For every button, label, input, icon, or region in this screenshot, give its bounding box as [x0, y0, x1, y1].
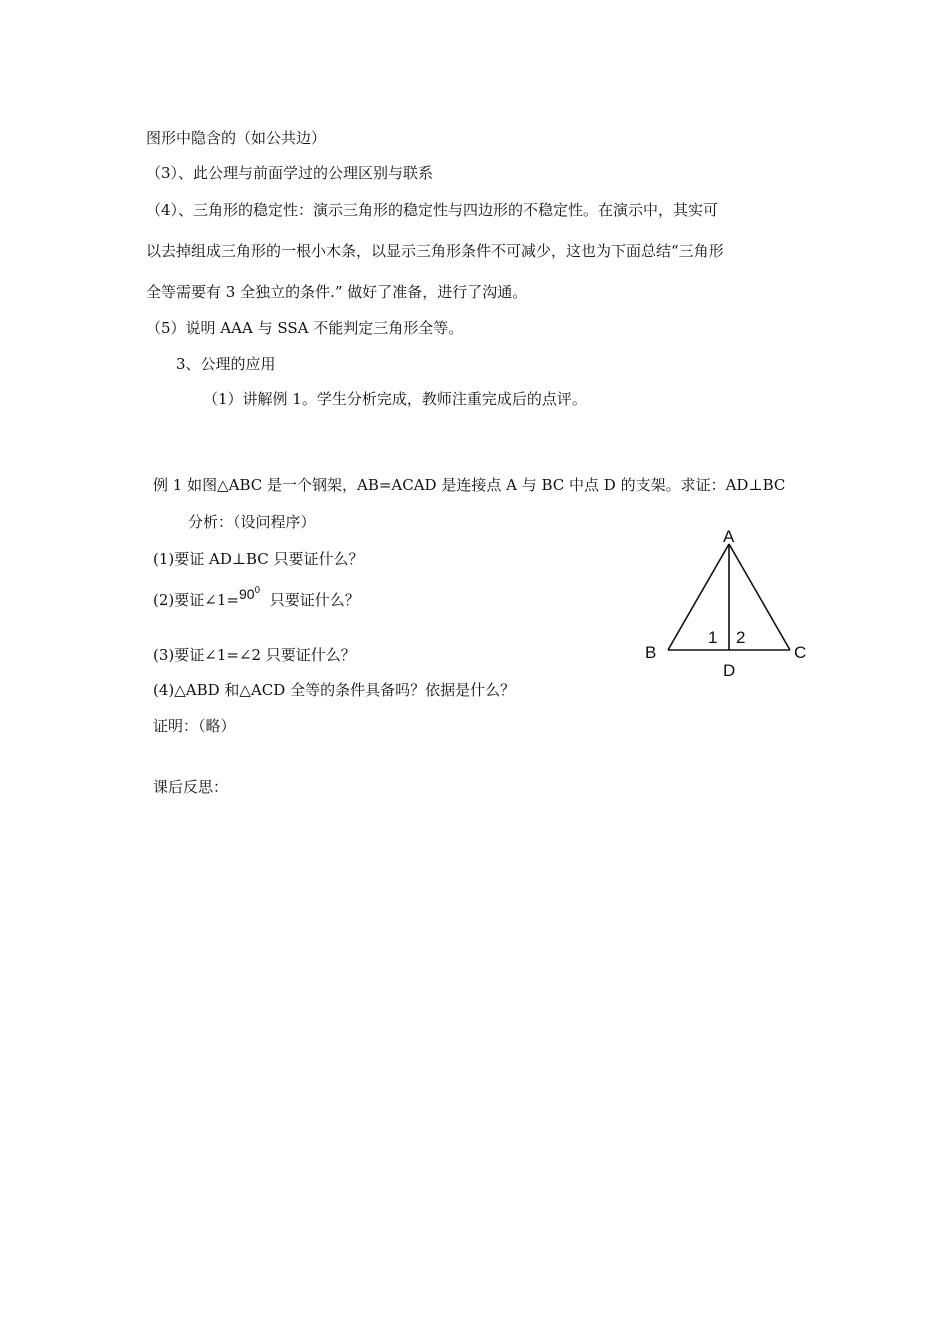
question-2-suffix: 只要证什么？ [269, 591, 360, 609]
paragraph-explain-example: （1）讲解例 1。学生分析完成，教师注重完成后的点评。 [203, 390, 587, 408]
after-class-reflection: 课后反思： [153, 778, 229, 796]
point-label-d: D [723, 661, 736, 680]
paragraph-axiom-relation: （3）、此公理与前面学过的公理区别与联系 [146, 164, 434, 182]
question-2 [153, 586, 360, 613]
angle-label-1: 1 [708, 628, 718, 647]
angle-value-90: 90 [238, 586, 255, 602]
paragraph-hidden-elements: 图形中隐含的（如公共边） [146, 129, 327, 147]
question-4: (4)△ABD 和△ACD 全等的条件具备吗？依据是什么？ [153, 681, 516, 699]
angle-label-2: 2 [736, 628, 746, 647]
proof-line: 证明：（略） [153, 717, 236, 735]
vertex-label-b: B [645, 643, 657, 662]
section-heading-application: 3、公理的应用 [176, 355, 276, 373]
side-ab [668, 544, 729, 650]
degree-exponent: 0 [254, 586, 261, 596]
example-analysis: 分析：（设问程序） [188, 513, 316, 531]
triangle-figure [640, 522, 820, 682]
question-2-prefix: (2)要证∠1= [153, 591, 239, 609]
paragraph-stability-1: （4）、三角形的稳定性：演示三角形的稳定性与四边形的不稳定性。在演示中，其实可 [146, 201, 719, 219]
vertex-label-c: C [794, 643, 807, 662]
paragraph-aaa-ssa: （5）说明 AAA 与 SSA 不能判定三角形全等。 [146, 319, 464, 337]
example-statement: 例 1 如图△ABC 是一个钢架，AB=ACAD 是连接点 A 与 BC 中点 D 的支架。求证：AD⊥BC [153, 476, 786, 494]
question-1: (1)要证 AD⊥BC 只要证什么？ [153, 550, 364, 568]
paragraph-stability-2: 以去掉组成三角形的一根小木条，以显示三角形条件不可减少，这也为下面总结“三角形 [146, 242, 724, 260]
vertex-label-a: A [723, 527, 735, 546]
question-3: (3)要证∠1=∠2 只要证什么？ [153, 646, 356, 664]
paragraph-stability-3: 全等需要有 3 全独立的条件.” 做好了准备，进行了沟通。 [146, 283, 528, 301]
